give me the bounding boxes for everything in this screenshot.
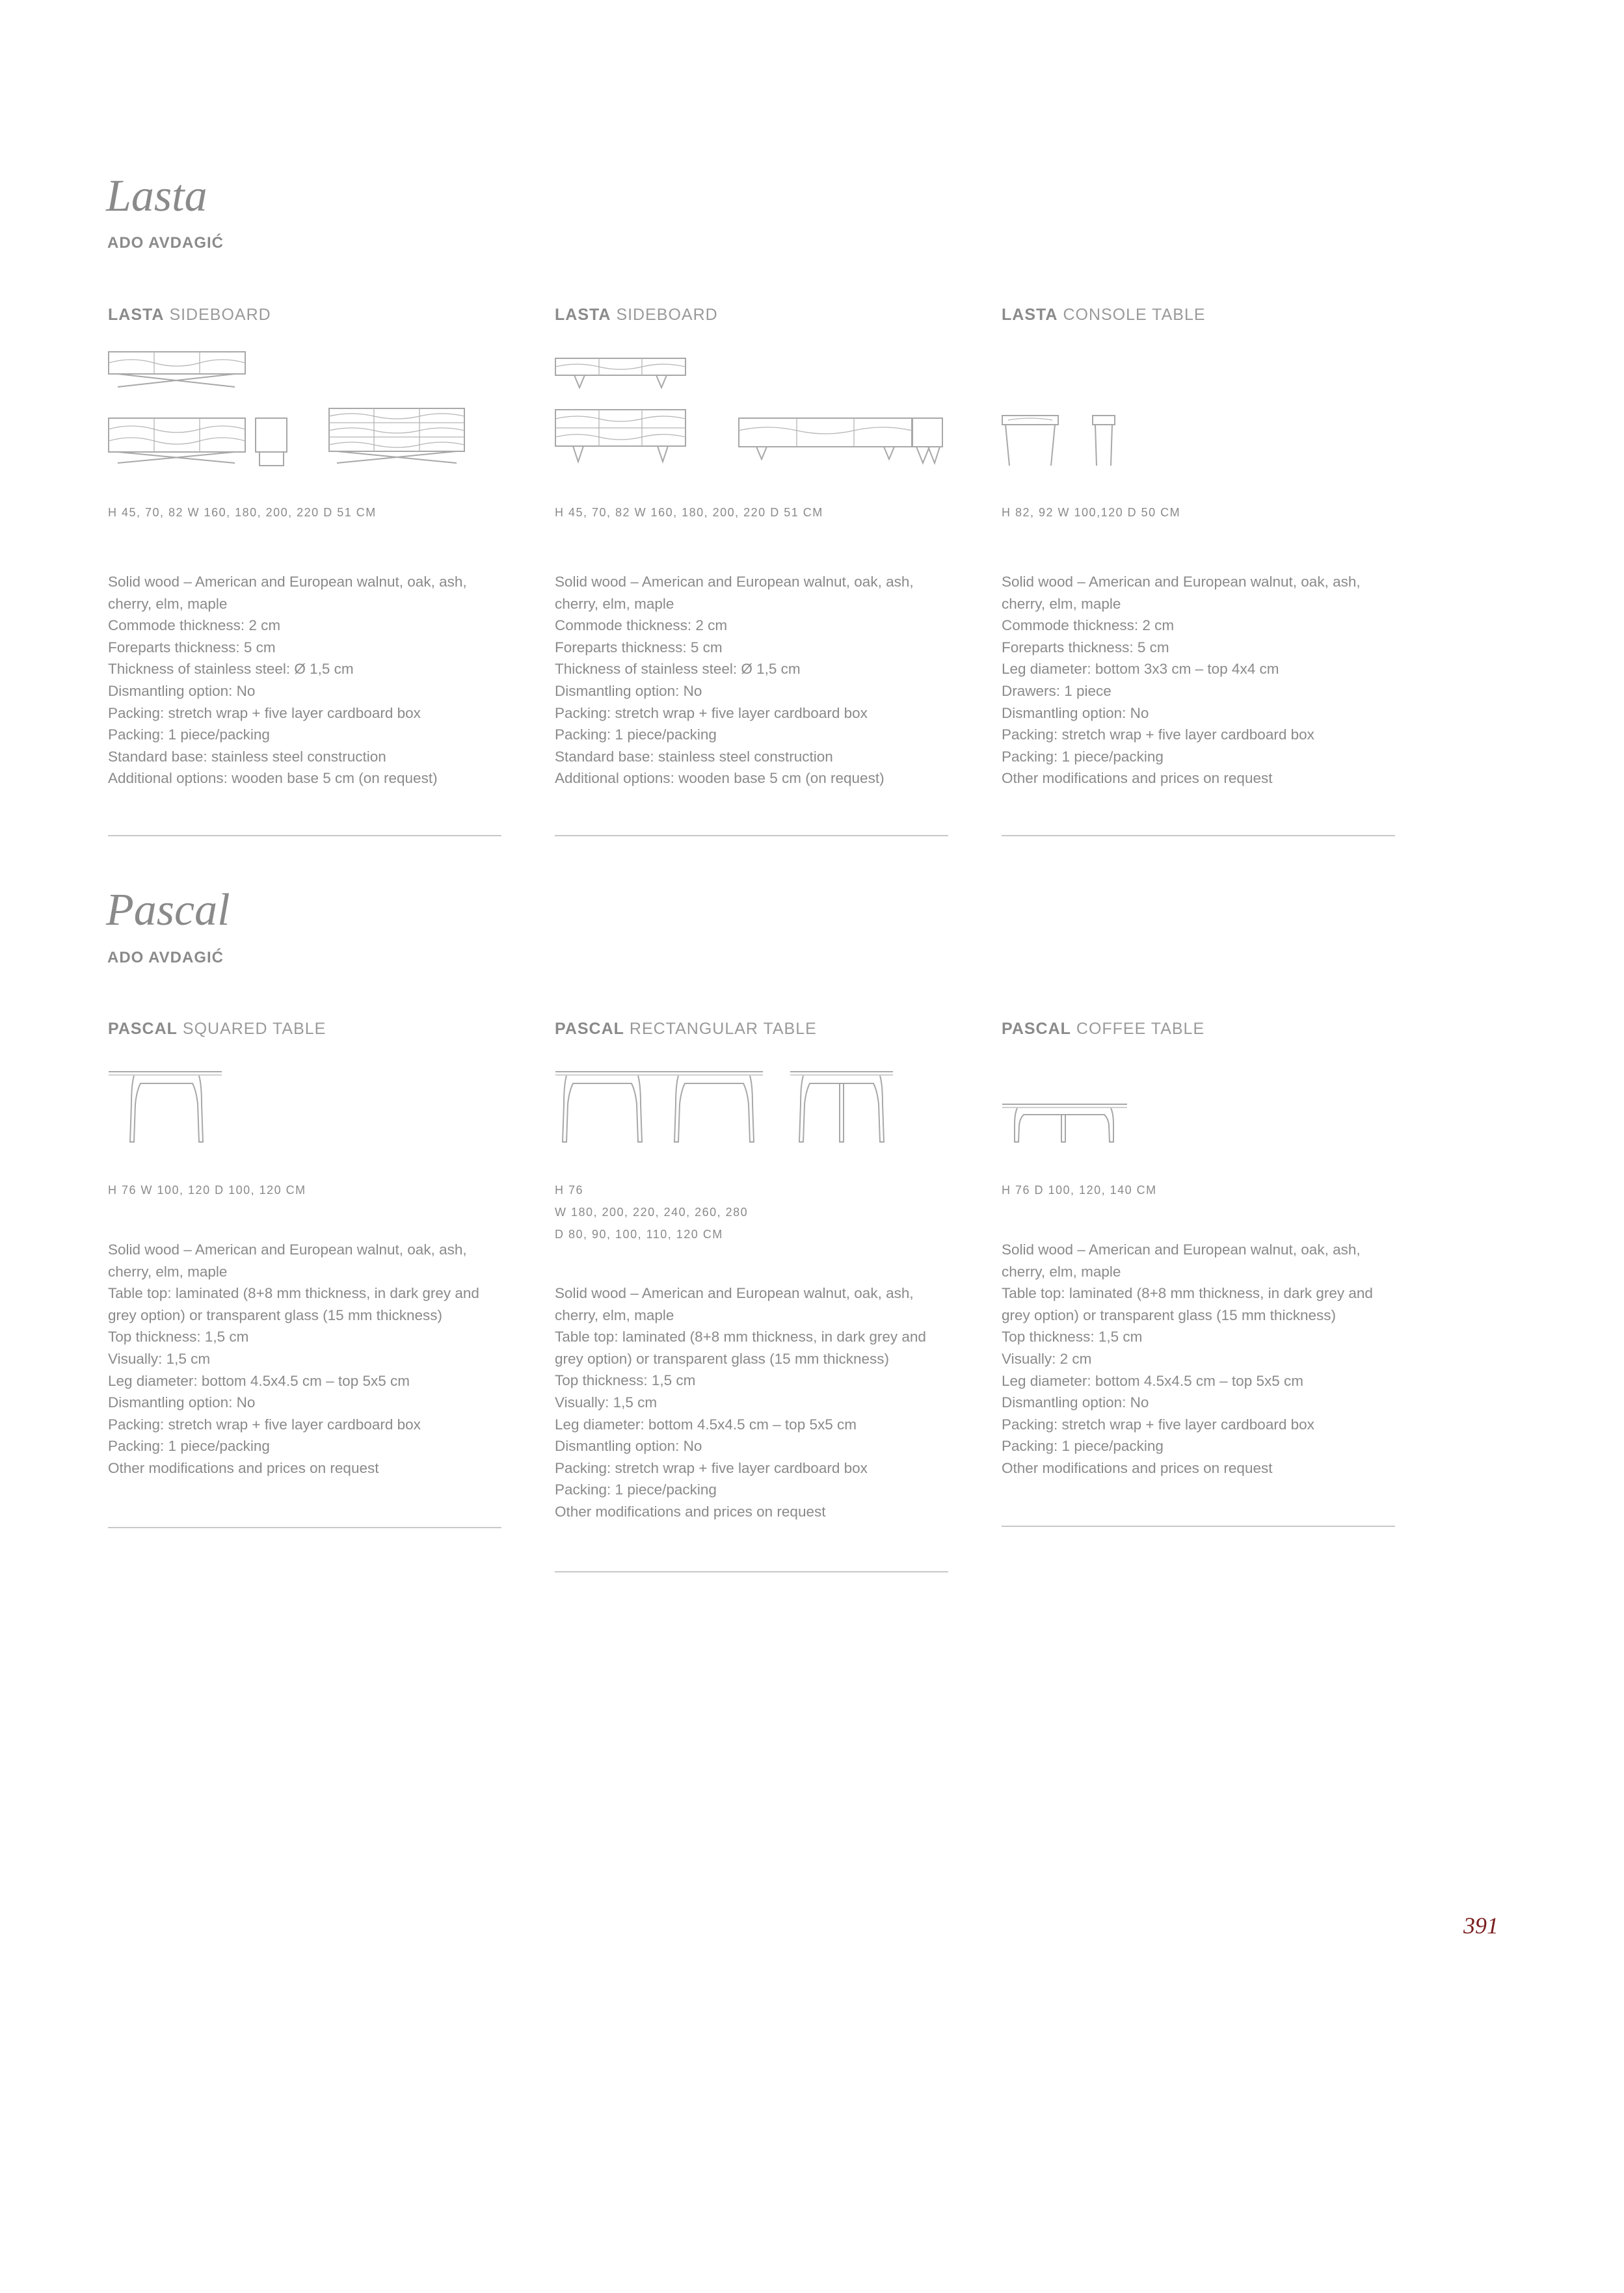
- desc-line: Leg diameter: bottom 3x3 cm – top 4x4 cm: [1002, 661, 1279, 678]
- desc-line: Table top: laminated (8+8 mm thickness, in dark grey and: [1002, 1285, 1373, 1302]
- dimension-line: H 76 W 100, 120 D 100, 120 CM: [108, 1184, 306, 1197]
- product-type: COFFEE TABLE: [1076, 1020, 1205, 1038]
- product-type: CONSOLE TABLE: [1063, 306, 1206, 324]
- desc-line: Visually: 1,5 cm: [108, 1350, 211, 1367]
- desc-line: Leg diameter: bottom 4.5x4.5 cm – top 5x5 cm: [108, 1372, 410, 1389]
- product-description: [555, 1282, 952, 1523]
- desc-line: Thickness of stainless steel: Ø 1,5 cm: [108, 661, 354, 678]
- product-brand: PASCAL: [555, 1020, 624, 1038]
- desc-line: Leg diameter: bottom 4.5x4.5 cm – top 5x5 cm: [1002, 1372, 1303, 1389]
- desc-line: Packing: stretch wrap + five layer cardboard box: [108, 1416, 421, 1433]
- desc-line: cherry, elm, maple: [555, 1306, 674, 1323]
- desc-line: Visually: 1,5 cm: [555, 1394, 658, 1411]
- page-number: 391: [1463, 1913, 1498, 1939]
- squared-table-line-drawing: [108, 1065, 238, 1150]
- desc-line: cherry, elm, maple: [1002, 595, 1121, 612]
- product-heading: [555, 1020, 817, 1039]
- desc-line: Packing: 1 piece/packing: [108, 1438, 270, 1455]
- desc-line: grey option) or transparent glass (15 mm thickness): [108, 1306, 442, 1323]
- product-description: [108, 1239, 505, 1479]
- desc-line: Top thickness: 1,5 cm: [555, 1372, 696, 1389]
- product-description: [555, 571, 952, 789]
- desc-line: Commode thickness: 2 cm: [108, 617, 281, 634]
- product-heading: [108, 306, 271, 325]
- desc-line: Foreparts thickness: 5 cm: [555, 639, 723, 656]
- product-dimensions: [555, 501, 823, 524]
- dimension-line: W 180, 200, 220, 240, 260, 280: [555, 1206, 749, 1219]
- product-brand: LASTA: [555, 306, 611, 324]
- product-dimensions: [108, 501, 377, 524]
- product-type: SQUARED TABLE: [182, 1020, 326, 1038]
- desc-line: Packing: stretch wrap + five layer cardboard box: [1002, 726, 1314, 743]
- product-heading: [108, 1020, 326, 1039]
- desc-line: Foreparts thickness: 5 cm: [108, 639, 276, 656]
- product-heading: [555, 306, 718, 325]
- dimension-line: D 80, 90, 100, 110, 120 CM: [555, 1228, 723, 1241]
- desc-line: Top thickness: 1,5 cm: [1002, 1329, 1143, 1345]
- desc-line: Dismantling option: No: [108, 682, 256, 699]
- product-description: [108, 571, 505, 789]
- product-description: [1002, 1239, 1398, 1479]
- desc-line: Packing: 1 piece/packing: [555, 726, 717, 743]
- desc-line: Standard base: stainless steel construction: [108, 748, 386, 765]
- desc-line: Solid wood – American and European walnut, oak, ash,: [1002, 574, 1361, 590]
- desc-line: Leg diameter: bottom 4.5x4.5 cm – top 5x5 cm: [555, 1416, 857, 1433]
- desc-line: Other modifications and prices on request: [1002, 770, 1273, 787]
- desc-line: Solid wood – American and European walnut, oak, ash,: [108, 1241, 467, 1258]
- product-brand: LASTA: [108, 306, 165, 324]
- dimension-line: H 76: [555, 1184, 584, 1197]
- desc-line: Packing: stretch wrap + five layer cardboard box: [108, 704, 421, 721]
- dimension-line: H 45, 70, 82 W 160, 180, 200, 220 D 51 CM: [555, 506, 823, 519]
- desc-line: Thickness of stainless steel: Ø 1,5 cm: [555, 661, 801, 678]
- desc-line: Top thickness: 1,5 cm: [108, 1329, 249, 1345]
- desc-line: Solid wood – American and European walnut, oak, ash,: [555, 574, 914, 590]
- desc-line: Packing: 1 piece/packing: [1002, 1438, 1164, 1455]
- section-divider: [108, 1527, 501, 1528]
- console-table-line-drawing: [1002, 351, 1132, 468]
- desc-line: Table top: laminated (8+8 mm thickness, in dark grey and: [108, 1285, 479, 1302]
- desc-line: Table top: laminated (8+8 mm thickness, in dark grey and: [555, 1329, 926, 1345]
- desc-line: Dismantling option: No: [108, 1394, 256, 1411]
- desc-line: Commode thickness: 2 cm: [555, 617, 728, 634]
- product-dimensions: [1002, 1179, 1157, 1201]
- sideboard-line-drawing: [555, 351, 945, 468]
- desc-line: Commode thickness: 2 cm: [1002, 617, 1175, 634]
- desc-line: cherry, elm, maple: [1002, 1263, 1121, 1280]
- coffee-table-line-drawing: [1002, 1065, 1145, 1150]
- desc-line: Solid wood – American and European walnut, oak, ash,: [1002, 1241, 1361, 1258]
- desc-line: Solid wood – American and European walnut, oak, ash,: [555, 1285, 914, 1301]
- section-divider: [555, 835, 948, 836]
- product-type: SIDEBOARD: [169, 306, 271, 324]
- sideboard-line-drawing: [108, 351, 472, 468]
- desc-line: Drawers: 1 piece: [1002, 682, 1112, 699]
- desc-line: Dismantling option: No: [555, 682, 702, 699]
- family-title-pascal: Pascal: [106, 885, 230, 935]
- product-brand: PASCAL: [1002, 1020, 1071, 1038]
- desc-line: Additional options: wooden base 5 cm (on request): [555, 770, 885, 787]
- desc-line: Foreparts thickness: 5 cm: [1002, 639, 1169, 656]
- product-heading: [1002, 306, 1206, 325]
- desc-line: cherry, elm, maple: [108, 1263, 228, 1280]
- desc-line: cherry, elm, maple: [555, 595, 674, 612]
- dimension-line: H 45, 70, 82 W 160, 180, 200, 220 D 51 CM: [108, 506, 377, 519]
- desc-line: Packing: 1 piece/packing: [1002, 748, 1164, 765]
- family-title-lasta: Lasta: [106, 171, 207, 221]
- product-dimensions: [1002, 501, 1180, 524]
- desc-line: Packing: 1 piece/packing: [555, 1481, 717, 1498]
- product-dimensions: [555, 1179, 748, 1245]
- section-divider: [1002, 835, 1395, 836]
- desc-line: Solid wood – American and European walnut, oak, ash,: [108, 574, 467, 590]
- desc-line: grey option) or transparent glass (15 mm thickness): [555, 1350, 889, 1367]
- designer-name-lasta: ADO AVDAGIĆ: [107, 234, 224, 252]
- section-divider: [1002, 1526, 1395, 1527]
- desc-line: Packing: stretch wrap + five layer cardboard box: [1002, 1416, 1314, 1433]
- desc-line: Standard base: stainless steel construction: [555, 748, 833, 765]
- desc-line: Dismantling option: No: [555, 1438, 702, 1455]
- desc-line: Other modifications and prices on request: [1002, 1459, 1273, 1476]
- product-brand: LASTA: [1002, 306, 1058, 324]
- dimension-line: H 76 D 100, 120, 140 CM: [1002, 1184, 1157, 1197]
- desc-line: Dismantling option: No: [1002, 1394, 1149, 1411]
- dimension-line: H 82, 92 W 100,120 D 50 CM: [1002, 506, 1181, 519]
- desc-line: Additional options: wooden base 5 cm (on request): [108, 770, 438, 787]
- product-dimensions: [108, 1179, 306, 1201]
- product-type: SIDEBOARD: [616, 306, 718, 324]
- section-divider: [108, 835, 501, 836]
- designer-name-pascal: ADO AVDAGIĆ: [107, 949, 224, 966]
- desc-line: Dismantling option: No: [1002, 704, 1149, 721]
- desc-line: Packing: stretch wrap + five layer cardboard box: [555, 1459, 868, 1476]
- product-description: [1002, 571, 1398, 789]
- desc-line: Visually: 2 cm: [1002, 1350, 1092, 1367]
- desc-line: grey option) or transparent glass (15 mm thickness): [1002, 1306, 1336, 1323]
- desc-line: cherry, elm, maple: [108, 595, 228, 612]
- product-type: RECTANGULAR TABLE: [629, 1020, 817, 1038]
- desc-line: Other modifications and prices on request: [555, 1503, 826, 1520]
- product-heading: [1002, 1020, 1205, 1039]
- section-divider: [555, 1571, 948, 1572]
- desc-line: Packing: stretch wrap + five layer cardboard box: [555, 704, 868, 721]
- desc-line: Other modifications and prices on request: [108, 1459, 379, 1476]
- desc-line: Packing: 1 piece/packing: [108, 726, 270, 743]
- rectangular-table-line-drawing: [555, 1065, 945, 1150]
- product-brand: PASCAL: [108, 1020, 178, 1038]
